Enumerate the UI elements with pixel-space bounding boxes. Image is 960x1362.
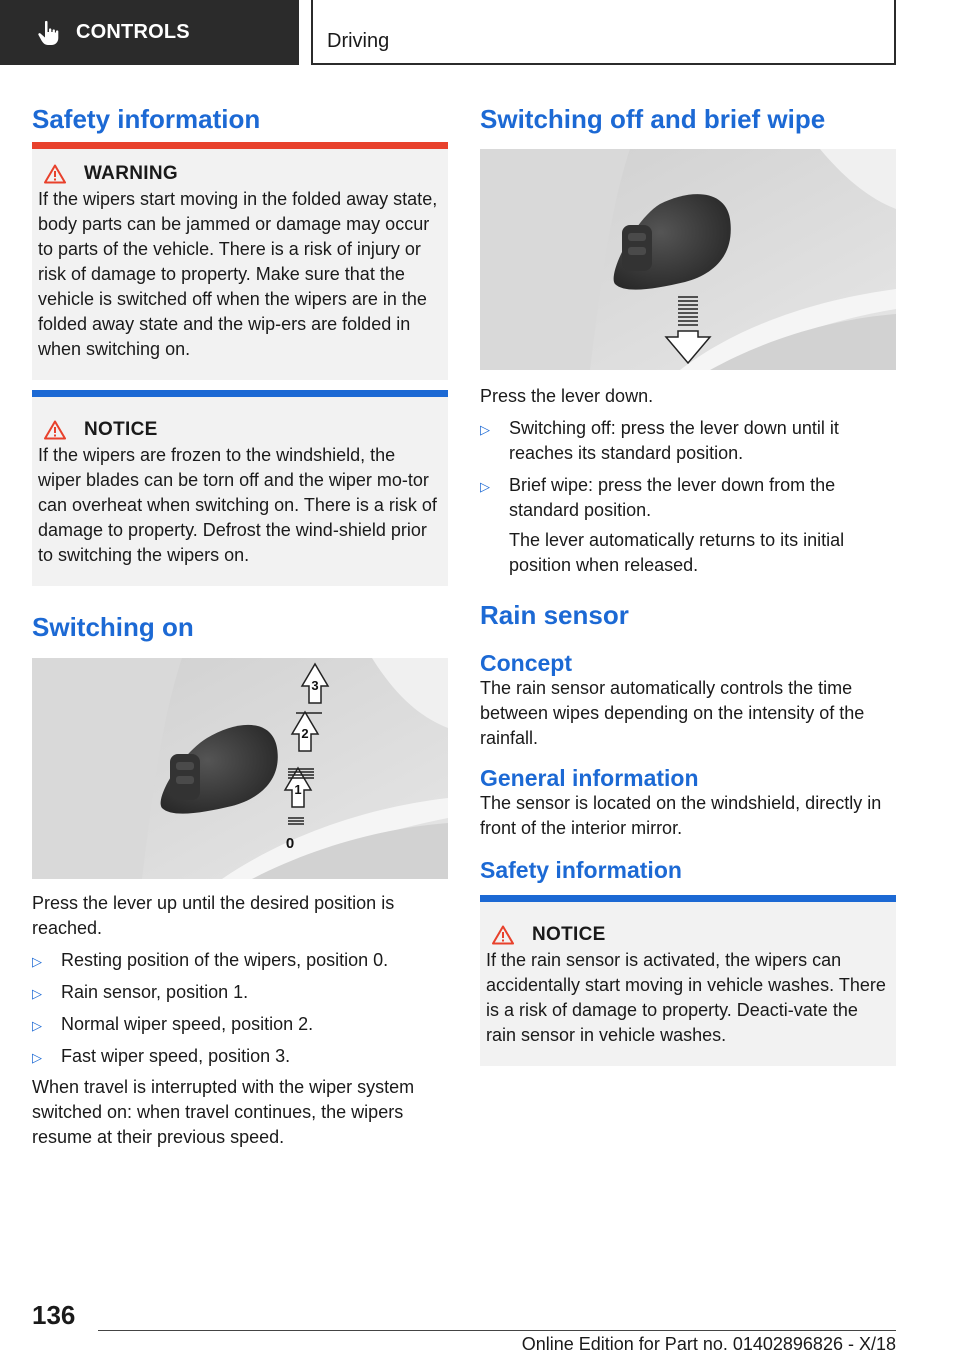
rain-notice-title: NOTICE — [532, 924, 606, 945]
warning-triangle-icon — [44, 164, 66, 184]
wiper-lever-down-figure — [480, 149, 896, 370]
list-item: ▷ Normal wiper speed, position 2. — [32, 1014, 314, 1034]
list-item: ▷ Switching off: press the lever down until it reaches its standard position. — [480, 418, 839, 463]
figure-label-2: 2 — [301, 726, 309, 741]
switching-on-list — [32, 948, 448, 1069]
list-item: ▷ Rain sensor, position 1. — [32, 982, 249, 1002]
switching-off-intro: Press the lever down. — [480, 386, 654, 406]
rain-safety-information-heading: Safety information — [480, 857, 682, 883]
bullet-triangle-icon: ▷ — [32, 1018, 42, 1033]
bullet-triangle-icon: ▷ — [480, 479, 490, 494]
switching-on-heading: Switching on — [32, 612, 194, 642]
concept-text: The rain sensor automatically controls the time between wipes depending on the intensity of the rainfall. — [480, 678, 865, 748]
wiper-lever-up-figure — [32, 658, 448, 879]
bullet-triangle-icon: ▷ — [480, 422, 490, 437]
left-column — [32, 100, 448, 1150]
rain-notice-triangle-icon — [492, 925, 514, 945]
rain-notice-box-header — [492, 924, 890, 946]
page-number: 136 — [32, 1300, 76, 1330]
notice-box — [32, 390, 448, 586]
figure-label-1: 1 — [294, 782, 302, 797]
bullet-triangle-icon: ▷ — [32, 1050, 42, 1065]
rain-notice-text: If the rain sensor is activated, the wipers can accidentally start moving in vehicle washes. There is a risk of damage to property. Deacti‐vate the rain sensor in vehicle washes. — [486, 950, 886, 1045]
wiper-lever-up-illustration — [32, 658, 448, 879]
list-item: ▷ Resting position of the wipers, position 0. — [32, 950, 389, 970]
switching-on-outro: When travel is interrupted with the wiper system switched on: when travel continues, the wipers resume at their previous speed. — [32, 1077, 415, 1147]
rain-sensor-heading: Rain sensor — [480, 600, 629, 630]
switching-off-heading: Switching off and brief wipe — [480, 104, 826, 134]
header-chapter-tab — [311, 0, 896, 65]
notice-triangle-icon — [44, 420, 66, 440]
footer-edition: Online Edition for Part no. 01402896826 - X/18 — [521, 1334, 896, 1354]
concept-heading: Concept — [480, 650, 572, 676]
bullet-triangle-icon: ▷ — [32, 954, 42, 969]
warning-box-header — [44, 163, 442, 185]
switching-off-list — [480, 416, 896, 523]
figure-label-0: 0 — [285, 835, 295, 852]
general-information-text: The sensor is located on the windshield, directly in front of the interior mirror. — [480, 793, 882, 838]
warning-box — [32, 142, 448, 380]
chapter-title: Driving — [327, 30, 390, 52]
figure-label-3: 3 — [311, 678, 319, 693]
list-item: ▷ Fast wiper speed, position 3. — [32, 1046, 291, 1066]
footer-divider — [98, 1330, 896, 1331]
section-title: CONTROLS — [76, 21, 190, 43]
wiper-lever-down-illustration — [480, 149, 896, 370]
rain-notice-box — [480, 895, 896, 1066]
warning-title: WARNING — [84, 163, 178, 184]
safety-information-heading: Safety information — [32, 104, 261, 134]
right-column — [480, 100, 896, 1066]
general-information-heading: General information — [480, 765, 699, 791]
hand-pointer-icon — [34, 19, 62, 47]
notice-text: If the wipers are frozen to the windshield, the wiper blades can be torn off and the wiper mo‐tor can overheat when switching on. There is a risk of damage to property. Defrost the wind‐shield prior to switching the wipers on. — [38, 445, 437, 565]
brief-wipe-subtext: The lever automatically returns to its initial position when released. — [509, 530, 845, 575]
notice-box-header — [44, 419, 442, 441]
header-section-tab — [0, 0, 299, 65]
switching-on-intro: Press the lever up until the desired position is reached. — [32, 893, 395, 938]
notice-title: NOTICE — [84, 419, 158, 440]
bullet-triangle-icon: ▷ — [32, 986, 42, 1001]
warning-text: If the wipers start moving in the folded away state, body parts can be jammed or damage may occur to parts of the vehicle. There is a risk of injury or risk of damage to property. Make sure that the vehicle is switched off when the wipers are in the folded away state and the wip‐ers are folded in when switching on. — [38, 189, 438, 359]
list-item: ▷ Brief wipe: press the lever down from the standard position. — [480, 475, 836, 520]
